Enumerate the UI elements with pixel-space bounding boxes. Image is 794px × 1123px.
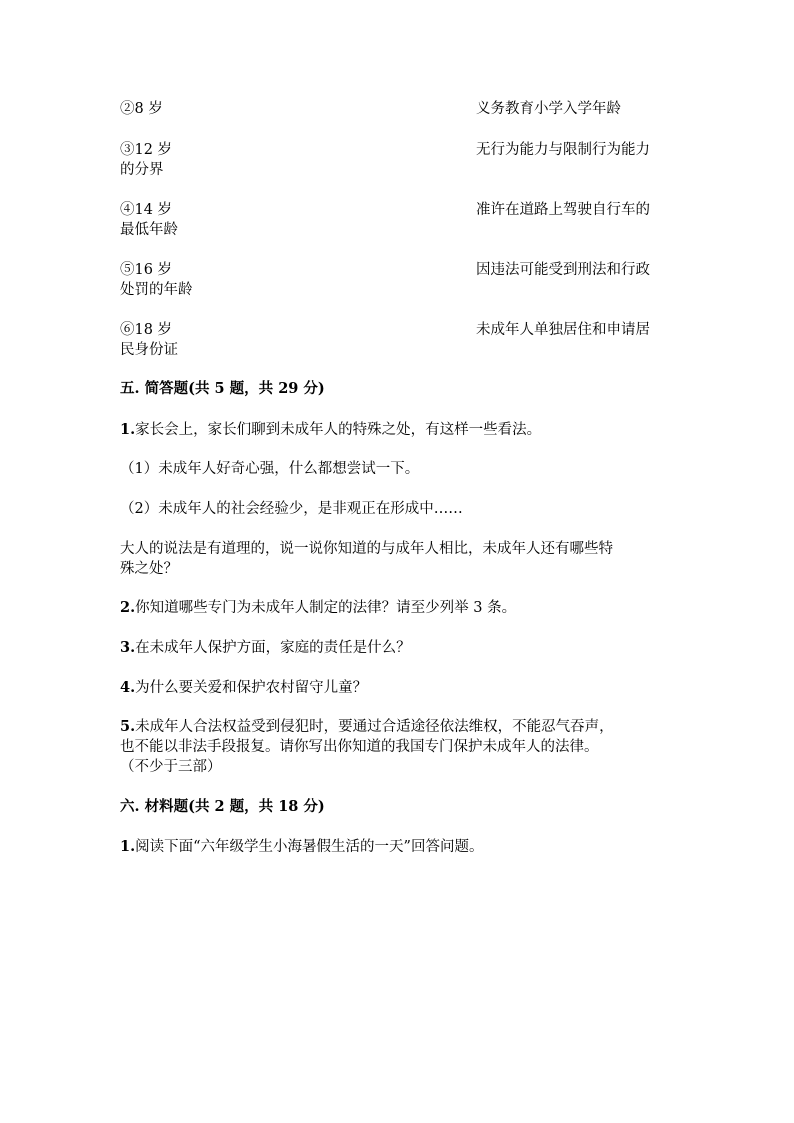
matching-row [120,258,680,302]
question-5-line2: 也不能以非法手段报复。请你写出你知道的我国专门保护未成年人的法律。 [120,739,599,755]
age-label: ②8 岁 [120,101,163,117]
description-line2: 民身份证 [120,342,178,358]
matching-row [120,97,680,141]
section6-heading: 六. 材料题(共 2 题，共 18 分) [120,798,325,815]
question-number: 1. [120,838,136,855]
question-text: 为什么要关爱和保护农村留守儿童？ [135,680,368,696]
question-text: 你知道哪些专门为未成年人制定的法律？请至少列举 3 条。 [135,600,517,616]
age-label: ⑥18 岁 [120,322,173,338]
question-number: 5. [120,718,136,735]
age-label: ③12 岁 [120,142,173,158]
question-2 [120,596,516,617]
question-number: 2. [120,599,136,616]
description-line1: 无行为能力与限制行为能力 [476,142,650,158]
description-line2: 的分界 [120,162,164,178]
question-text: 阅读下面“六年级学生小海暑假生活的一天”回答问题。 [135,839,484,855]
question-4 [120,676,367,697]
description-line1: 因违法可能受到刑法和行政 [476,262,650,278]
question-1-prompt-line1: 大人的说法是有道理的，说一说你知道的与成年人相比，未成年人还有哪些特 [120,541,613,557]
material-question-1 [120,835,483,856]
question-1-sub2: （2）未成年人的社会经验少，是非观正在形成中…… [120,501,463,517]
question-1-prompt-line2: 殊之处？ [120,561,178,577]
age-label: ⑤16 岁 [120,262,173,278]
question-number: 1. [120,421,136,438]
question-1-sub1: （1）未成年人好奇心强，什么都想尝试一下。 [120,461,420,477]
description-line2: 最低年龄 [120,222,178,238]
question-text: 家长会上，家长们聊到未成年人的特殊之处，有这样一些看法。 [135,422,542,438]
matching-row [120,138,680,182]
matching-row [120,198,680,242]
description-line2: 处罚的年龄 [120,282,193,298]
matching-row [120,318,680,362]
question-text: 在未成年人保护方面，家庭的责任是什么？ [135,640,411,656]
question-number: 3. [120,639,136,656]
question-5-line3: （不少于三部） [120,759,222,775]
description-line1: 未成年人单独居住和申请居 [476,322,650,338]
age-label: ④14 岁 [120,202,173,218]
question-1 [120,418,541,439]
section5-heading: 五. 简答题(共 5 题，共 29 分) [120,380,325,397]
description-line1: 义务教育小学入学年龄 [476,101,621,117]
question-text: 未成年人合法权益受到侵犯时，要通过合适途径依法维权，不能忍气吞声， [135,719,614,735]
description-line1: 准许在道路上驾驶自行车的 [476,202,650,218]
question-3 [120,636,411,657]
question-5-line1 [120,715,614,736]
question-number: 4. [120,679,136,696]
